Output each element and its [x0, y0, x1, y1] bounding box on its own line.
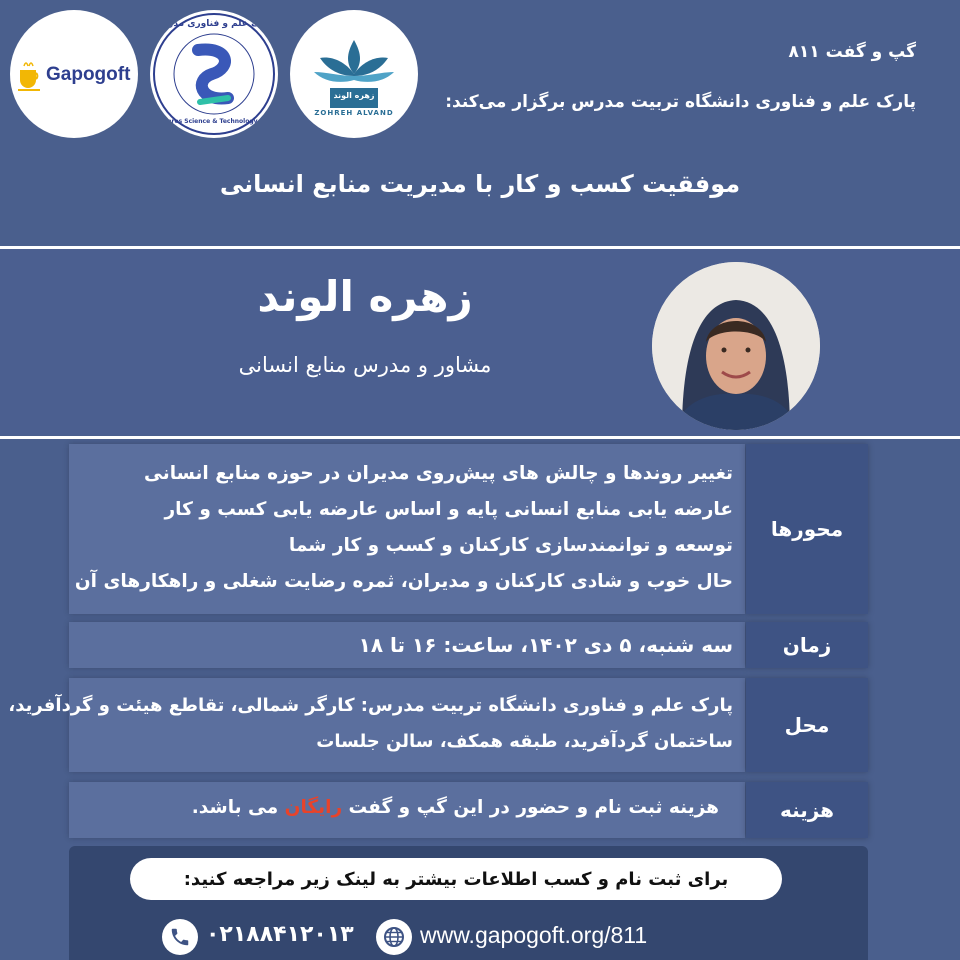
globe-icon: [376, 919, 412, 955]
phone-icon: [162, 919, 198, 955]
location-label: محل: [746, 678, 868, 772]
park-logo-text-en: Modares Science & Technology Park: [153, 118, 275, 125]
topics-box: [69, 444, 745, 614]
time-label: زمان: [746, 622, 868, 668]
bottom-divider: [0, 436, 960, 439]
cost-box: [69, 782, 745, 838]
cost-text-after: می باشد.: [191, 797, 279, 818]
topic-line: توسعه و توانمندسازی کارکنان و کسب و کار شما: [288, 535, 733, 556]
organizer-line: پارک علم و فناوری دانشگاه تربیت مدرس برگزار می‌کند:: [445, 92, 916, 112]
gapogoft-logo: [10, 10, 138, 138]
speaker-portrait-icon: [652, 262, 820, 430]
zohreh-alvand-logo: [290, 10, 418, 138]
location-box: [8, 678, 745, 772]
time-value: سه شنبه، ۵ دی ۱۴۰۲، ساعت: ۱۶ تا ۱۸: [358, 633, 733, 657]
lotus-icon: [290, 10, 418, 138]
speaker-role: مشاور و مدرس منابع انسانی: [238, 353, 492, 377]
cost-label: هزینه: [746, 782, 868, 838]
series-title: گپ و گفت ۸۱۱: [788, 42, 916, 62]
topic-line: حال خوب و شادی کارکنان و مدیران، ثمره رضایت شغلی و راهکارهای آن: [74, 571, 733, 592]
topic-line: عارضه یابی منابع انسانی پایه و اساس عارضه یابی کسب و کار: [164, 499, 733, 520]
topics-label: محورها: [746, 444, 868, 614]
gapogoft-logo-text: Gapogoft: [46, 64, 131, 85]
topic-line: تغییر روندها و چالش های پیش‌روی مدیران در حوزه منابع انسانی: [144, 463, 733, 484]
location-line: پارک علم و فناوری دانشگاه تربیت مدرس: کارگر شمالی، تقاطع هیئت و گردآفرید،: [8, 695, 733, 716]
zohreh-logo-text-en: ZOHREH ALVAND: [314, 109, 394, 117]
cost-text: [79, 782, 719, 834]
location-line: ساختمان گردآفرید، طبقه همکف، سالن جلسات: [316, 731, 733, 752]
event-title: موفقیت کسب و کار با مدیریت منابع انسانی: [219, 170, 741, 198]
time-box: [69, 622, 745, 668]
cost-text-before: هزینه ثبت نام و حضور در این گپ و گفت: [348, 797, 719, 818]
park-logo-text-fa: پارک علم و فناوری مدرس: [155, 19, 273, 29]
phone-number[interactable]: ۰۲۱۸۸۴۱۲۰۱۳: [206, 922, 354, 947]
registration-cta: برای ثبت نام و کسب اطلاعات بیشتر به لینک زیر مراجعه کنید:: [130, 858, 782, 900]
modares-park-logo: [150, 10, 278, 138]
cost-free-highlight: رایگان: [284, 797, 343, 818]
zohreh-logo-text-fa: زهره الوند: [333, 91, 375, 100]
speaker-photo: [652, 262, 820, 430]
speaker-name: زهره الوند: [257, 272, 473, 321]
website-link[interactable]: www.gapogoft.org/811: [420, 922, 648, 948]
